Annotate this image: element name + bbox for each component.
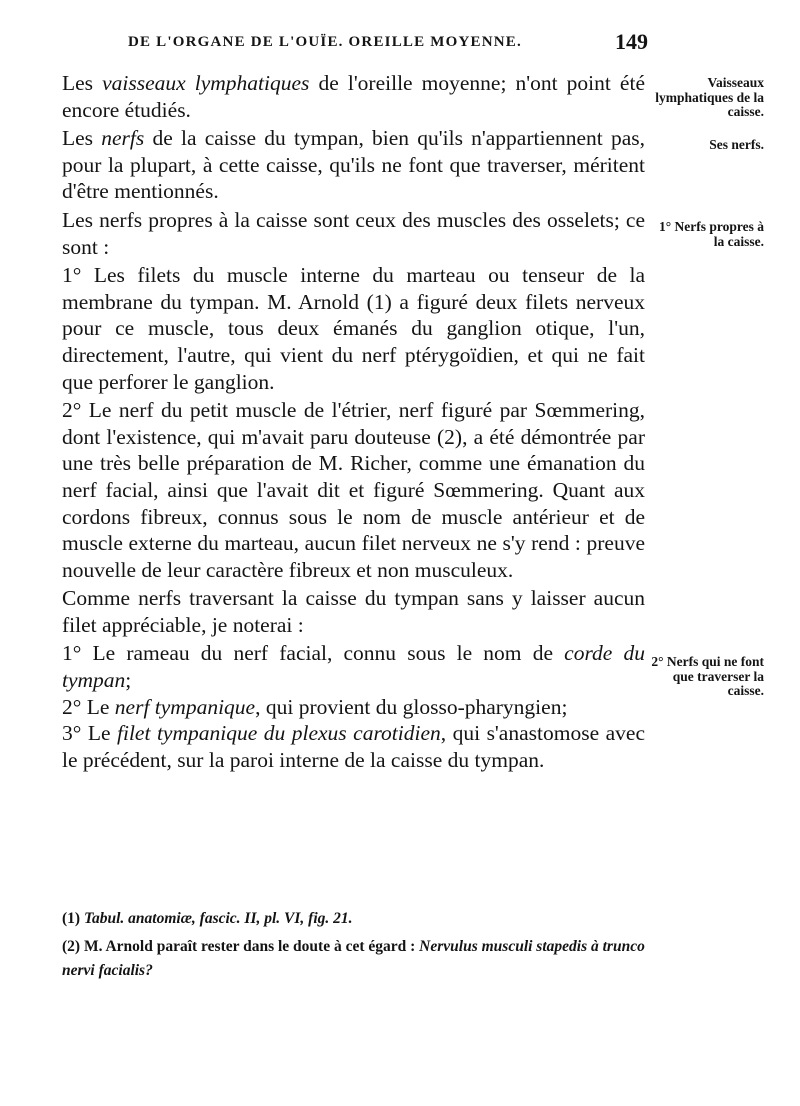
main-text (62, 70, 645, 773)
sidenote-lymphatics: Vaisseaux lymphatiques de la caisse. (655, 75, 764, 119)
sidenote-proper-nerves: 1° Nerfs propres à la caisse. (658, 219, 764, 249)
text-run: , qui provient du glosso-pharyngien; (255, 694, 568, 719)
paragraph-proper-nerves (62, 207, 645, 260)
italic-run: nerfs (101, 126, 145, 151)
paragraph-stapedius-nerve (62, 397, 645, 583)
paragraph-carotid-filament (62, 720, 645, 773)
paragraph-traversing-nerves (62, 585, 645, 638)
paragraph-chorda-tympani (62, 640, 645, 693)
text-run: , qui s'anastomose avec le précédent, sur la paroi interne de la caisse du tympan. (62, 721, 645, 772)
italic-run: vaisseaux lymphatiques (102, 71, 310, 95)
paragraph-lymphatics (62, 70, 645, 123)
text-run: ; (125, 668, 132, 693)
paragraph-nerves-intro (62, 125, 645, 205)
running-title: DE L'ORGANE DE L'OUÏE. OREILLE MOYENNE. (128, 34, 522, 50)
text-run: (1) (62, 910, 84, 927)
sidenote-traversing-nerves: 2° Nerfs qui ne font que traverser la caisse. (651, 654, 764, 698)
italic-run: filet tympanique du plexus carotidien (117, 721, 441, 746)
text-run: Les (62, 126, 102, 151)
text-run: 2° Le (62, 694, 115, 719)
text-run: Les (62, 71, 103, 95)
text-run: 3° Le (62, 721, 118, 746)
text-run: Comme nerfs traversant la caisse du tympan sans y laisser aucun filet appréciable, je noterai : (62, 586, 645, 637)
text-run: Les nerfs propres à la caisse sont ceux des muscles des osselets; ce sont : (62, 207, 645, 259)
italic-run: Nervulus musculi stapedis à trunco nervi facialis? (62, 938, 645, 979)
text-run: (2) M. Arnold paraît rester dans le doute à cet égard : (62, 938, 420, 955)
italic-run: corde du tympan (62, 641, 645, 693)
text-run: 1° Le rameau du nerf facial, connu sous le nom de (62, 641, 565, 666)
footnote-2 (62, 935, 645, 983)
running-header (128, 29, 648, 54)
footnotes (62, 907, 645, 983)
text-run: 2° Le nerf du petit muscle de l'étrier, nerf figuré par Sœmmering, dont l'existence, qui m'avait paru douteuse (2), a été démontrée par une très belle préparation de M. Richer, comme une émanation du nerf facial, ainsi que l'avait dit et figuré Sœmmering. Quant aux cordons fibreux, connus sous le nom de muscle antérieur et de muscle externe du marteau, aucun filet nerveux ne s'y rend : preuve nouvelle de leur caractère fibreux et non musculeux. (62, 398, 645, 582)
text-run: 1° Les filets du muscle interne du marteau ou tenseur de la membrane du tympan. M. Arnold (1) a figuré deux filets nerveux pour ce muscle, tous deux émanés du ganglion otique, l'un, directement, l'autre, qui vient du nerf ptérygoïdien, et qui ne fait que perforer le ganglion. (62, 263, 645, 394)
italic-run: Tabul. anatomiæ, fascic. II, pl. VI, fig. 21. (83, 910, 353, 927)
sidenote-nerves: Ses nerfs. (709, 137, 764, 152)
paragraph-tensor-nerves (62, 262, 645, 395)
footnote-1 (62, 907, 645, 931)
text-run: de l'oreille moyenne; n'ont point été encore étudiés. (62, 71, 645, 122)
italic-run: nerf tympanique (114, 694, 256, 719)
paragraph-tympanic-nerve (62, 694, 645, 721)
text-run: de la caisse du tympan, bien qu'ils n'appartiennent pas, pour la plupart, à cette caisse, qu'ils ne font que traverser, méritent d'être mentionnés. (62, 126, 646, 204)
page-number: 149 (615, 29, 648, 54)
